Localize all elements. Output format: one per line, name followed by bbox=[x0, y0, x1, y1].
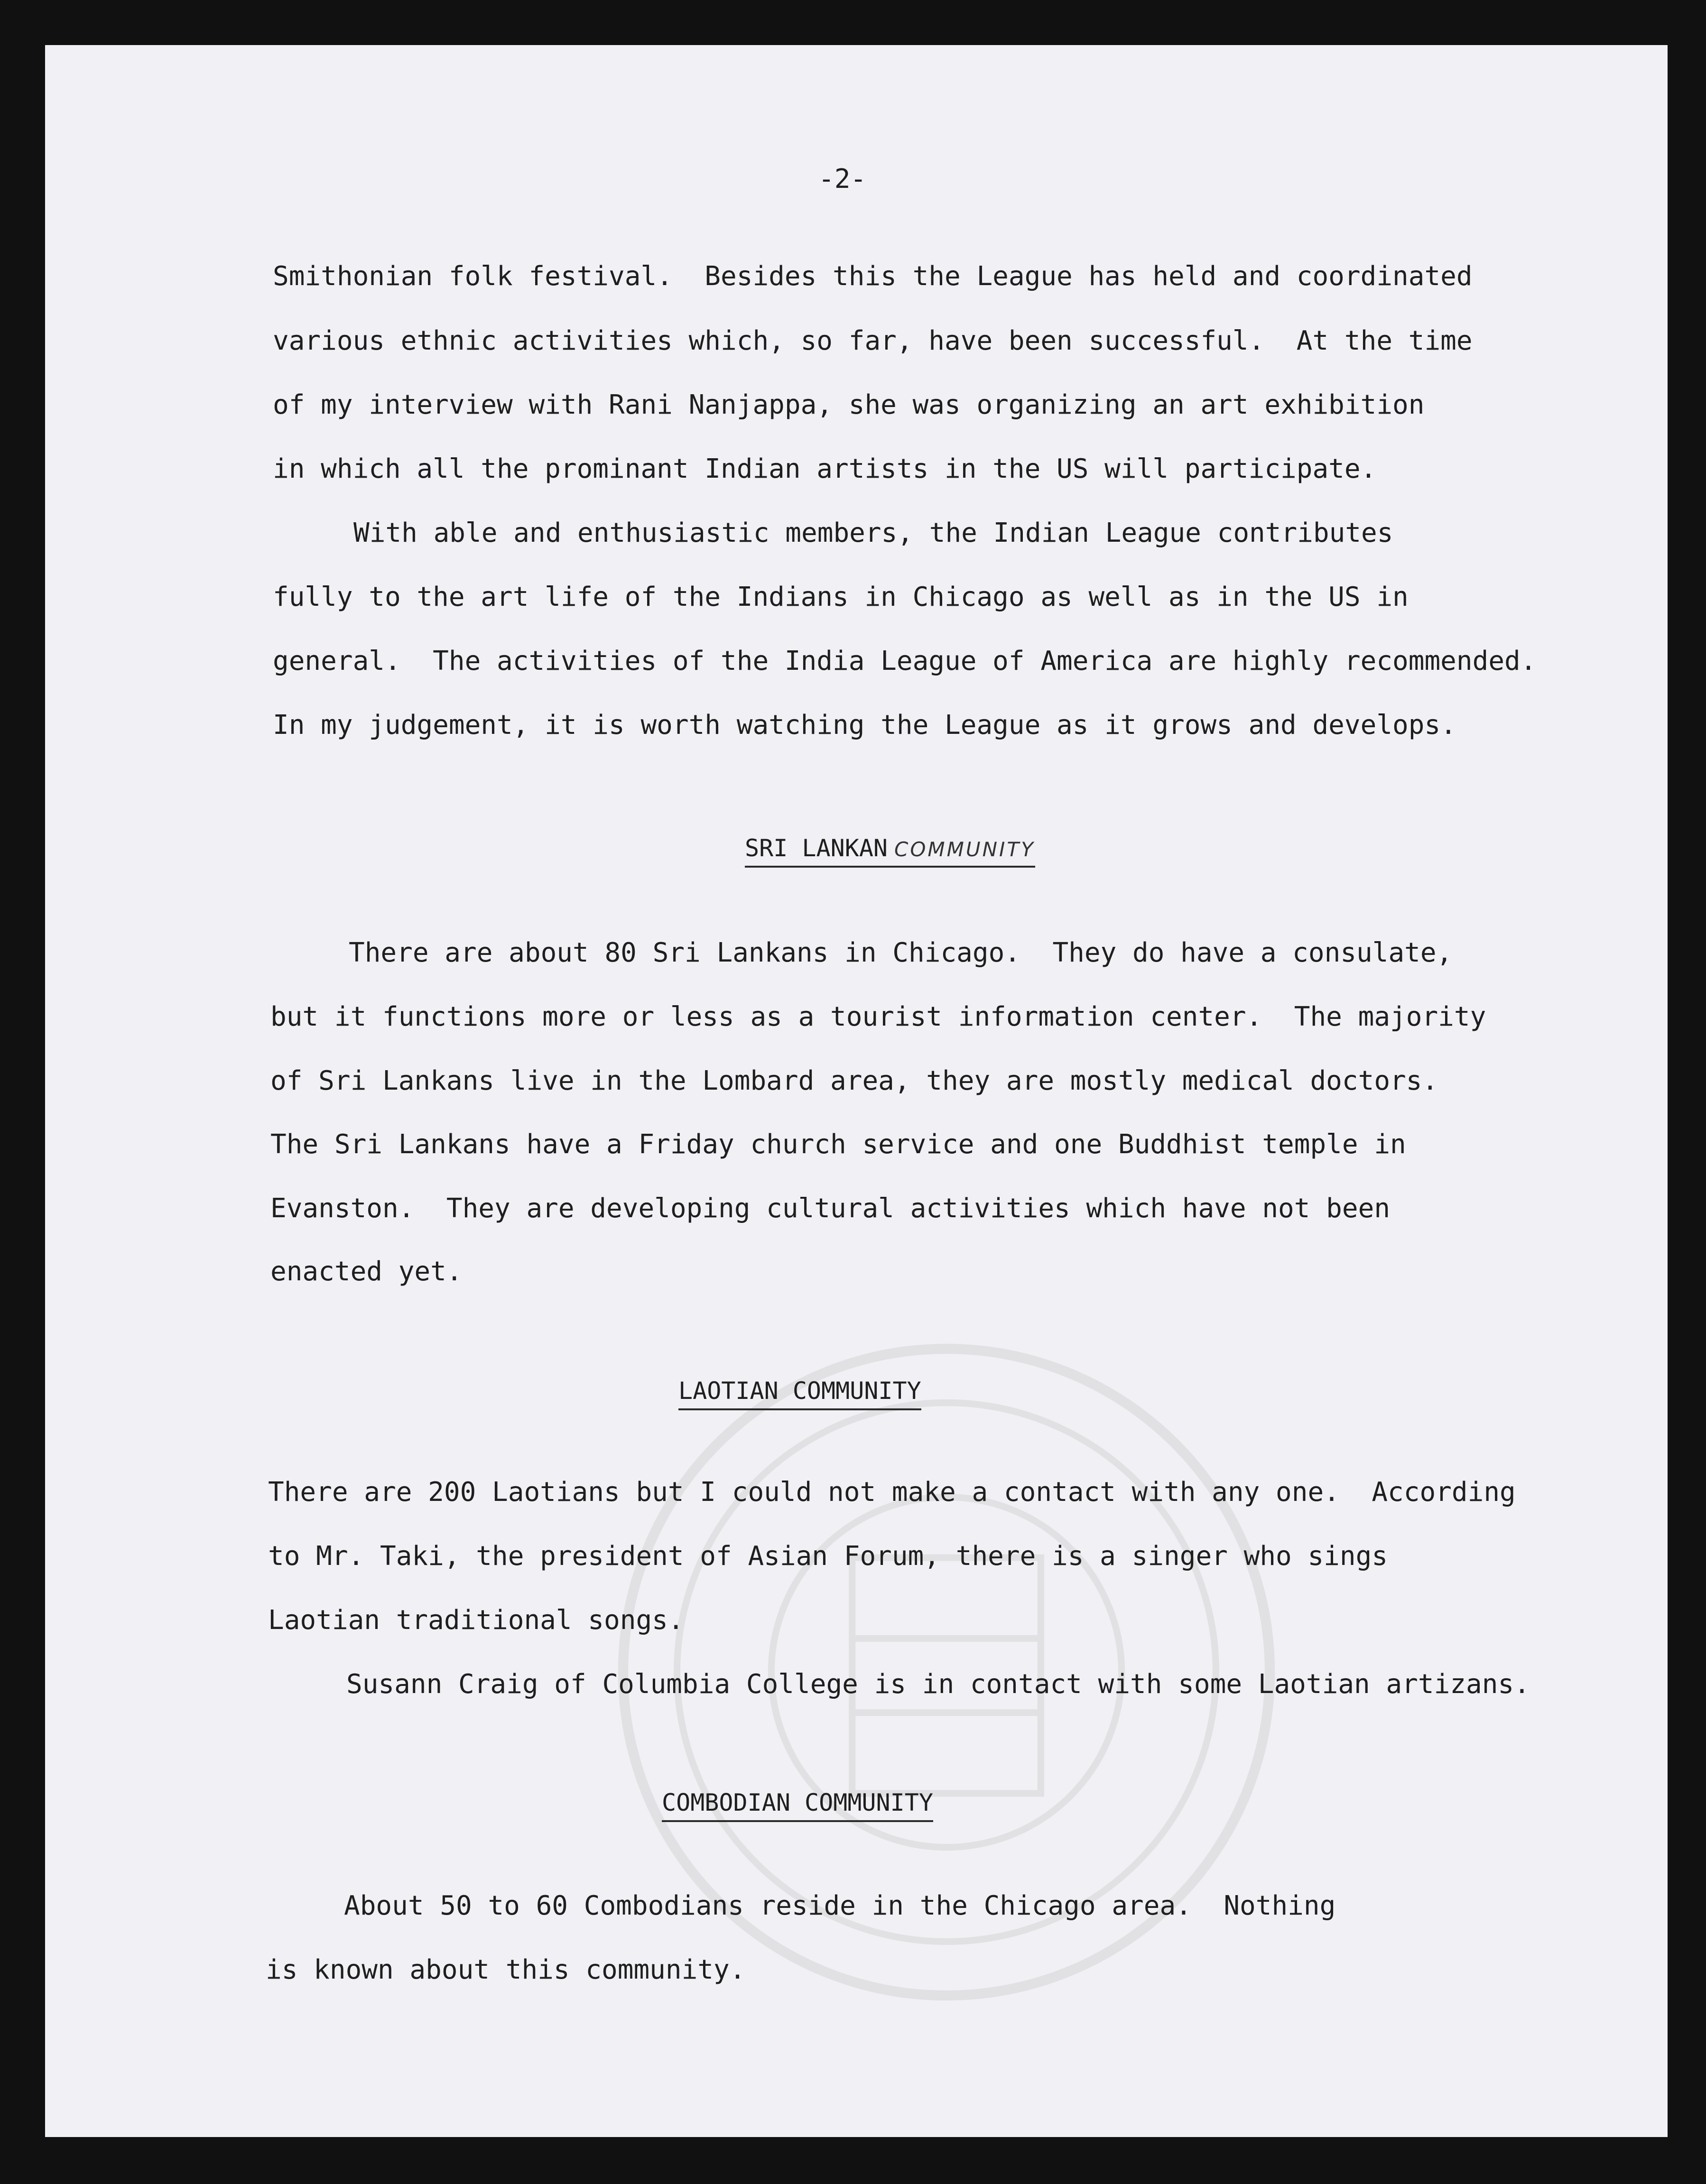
sri-lankan-line: The Sri Lankans have a Friday church service and one Buddhist temple in bbox=[270, 1129, 1406, 1160]
laotian-heading: LAOTIAN COMMUNITY bbox=[678, 1379, 921, 1410]
sri-lankan-heading-typed: SRI LANKAN bbox=[745, 834, 888, 862]
laotian-line: to Mr. Taki, the president of Asian Forum, there is a singer who sings bbox=[268, 1541, 1388, 1572]
laotian-line: Susann Craig of Columbia College is in contact with some Laotian artizans. bbox=[346, 1669, 1530, 1700]
sri-lankan-heading bbox=[745, 836, 1035, 868]
intro-line: various ethnic activities which, so far, have been successful. At the time bbox=[273, 325, 1473, 356]
league-line: general. The activities of the India League of America are highly recommended. bbox=[273, 646, 1537, 676]
sri-lankan-line: of Sri Lankans live in the Lombard area, they are mostly medical doctors. bbox=[270, 1065, 1438, 1096]
laotian-line: Laotian traditional songs. bbox=[268, 1605, 684, 1636]
page-number: -2- bbox=[818, 164, 867, 194]
combodian-heading: COMBODIAN COMMUNITY bbox=[662, 1791, 933, 1822]
intro-line: in which all the prominant Indian artists in the US will participate. bbox=[273, 453, 1377, 484]
combodian-line: is known about this community. bbox=[266, 1954, 746, 1985]
sri-lankan-line: enacted yet. bbox=[270, 1256, 463, 1287]
sri-lankan-line: Evanston. They are developing cultural activities which have not been bbox=[270, 1193, 1391, 1224]
intro-line: of my interview with Rani Nanjappa, she was organizing an art exhibition bbox=[273, 389, 1425, 420]
sri-lankan-heading-handwritten: COMMUNITY bbox=[894, 838, 1035, 861]
league-line: With able and enthusiastic members, the Indian League contributes bbox=[353, 518, 1393, 548]
sri-lankan-line: There are about 80 Sri Lankans in Chicago. They do have a consulate, bbox=[349, 937, 1453, 968]
combodian-line: About 50 to 60 Combodians reside in the Chicago area. Nothing bbox=[344, 1890, 1336, 1921]
sri-lankan-line: but it functions more or less as a tourist information center. The majority bbox=[270, 1001, 1486, 1032]
league-line: fully to the art life of the Indians in Chicago as well as in the US in bbox=[273, 582, 1409, 612]
document-page bbox=[45, 45, 1668, 2137]
intro-line: Smithonian folk festival. Besides this the League has held and coordinated bbox=[273, 261, 1473, 292]
league-line: In my judgement, it is worth watching the League as it grows and develops. bbox=[273, 710, 1456, 740]
laotian-line: There are 200 Laotians but I could not make a contact with any one. According bbox=[268, 1477, 1516, 1508]
